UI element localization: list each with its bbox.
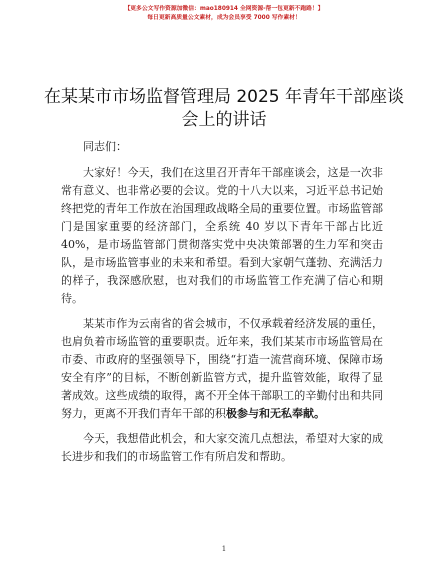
promo-header	[0, 5, 448, 23]
paragraph-2-text: 某某市作为云南省的省会城市，不仅承载着经济发展的重任，也肩负着市场监管的重要职责。近年来，我们某某市市场监管局在市委、市政府的坚强领导下，围绕“打造一流营商环境、保障市场安全有序”的目标，不断创新监管方式，提升监管效能，取得了显著成效。这些成绩的取得，离不开全体干部职工的辛勤付出和共同努力，更离不开我们青年干部的积	[61, 317, 383, 420]
salutation: 同志们：	[83, 140, 127, 153]
promo-line-1: 【更多公文写作资源加微信：mao180914 全网资源-帮一包更新不跑路！】	[124, 6, 324, 12]
paragraph-2-bold-text: 极参与和无私奉献。	[226, 407, 325, 420]
paragraph-2	[61, 315, 383, 423]
page-number: 1	[221, 545, 227, 553]
document-body	[61, 138, 383, 473]
document-title: 在某某市市场监督管理局 2025 年青年干部座谈会上的讲话	[43, 87, 405, 130]
paragraph-3: 今天，我想借此机会，和大家交流几点想法，希望对大家的成长进步和我们的市场监管工作有所启发和帮助。	[61, 432, 383, 463]
paragraph-1: 大家好！今天，我们在这里召开青年干部座谈会，这是一次非常有意义、也非常必要的会议。党的十八大以来，习近平总书记始终把党的青年工作放在治国理政战略全局的重要位置。市场监管部门是国家重要的经济部门，全系统 40 岁以下青年干部占比近 40%，是市场监管部门贯彻落实党中央决策部署的生力军和突击队，是市场监管事业的未来和希望。看到大家朝气蓬勃、充满活力的样子，我深感欣慰，也对我们的市场监管工作充满了信心和期待。	[61, 166, 383, 305]
promo-line-2: 每日更新高质量公文素材，成为会员享受 7000 写作素材！	[147, 15, 301, 21]
